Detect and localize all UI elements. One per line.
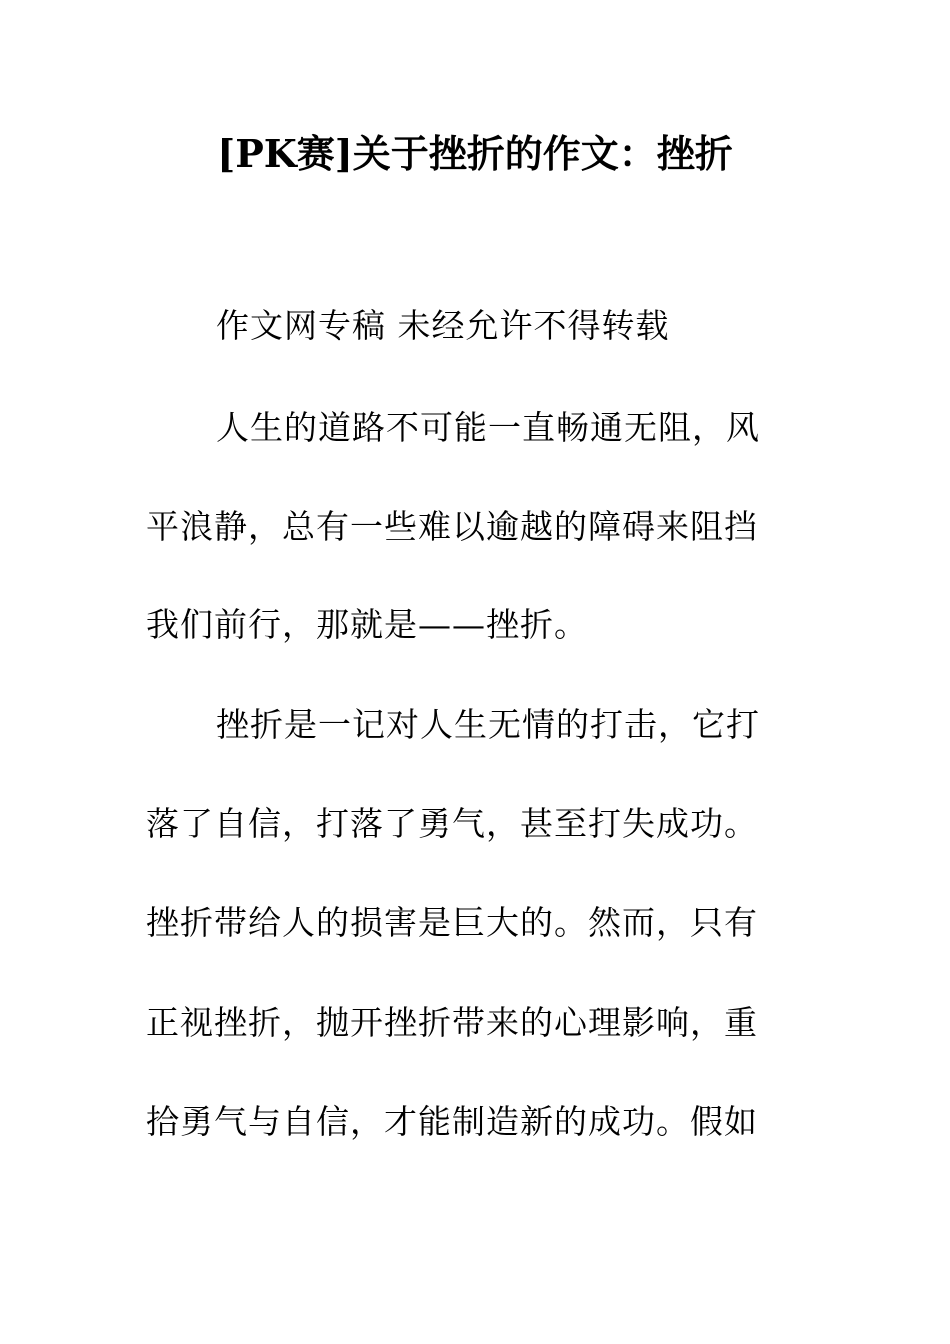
paragraph-line: 挫折带给人的损害是巨大的。然而，只有 xyxy=(146,903,758,942)
byline-text: 作文网专稿 未经允许不得转载 xyxy=(216,306,670,345)
paragraph-line: 拾勇气与自信，才能制造新的成功。假如 xyxy=(146,1102,758,1141)
paragraph-line: 人生的道路不可能一直畅通无阻，风 xyxy=(216,408,760,447)
paragraph-line: 正视挫折，抛开挫折带来的心理影响，重 xyxy=(146,1003,758,1042)
paragraph-line: 平浪静，总有一些难以逾越的障碍来阻挡 xyxy=(146,507,758,546)
paragraph-line: 我们前行，那就是——挫折。 xyxy=(146,605,588,644)
document-title: [PK赛]关于挫折的作文：挫折 xyxy=(217,131,733,176)
paragraph-line: 落了自信，打落了勇气，甚至打失成功。 xyxy=(146,804,758,843)
paragraph-line: 挫折是一记对人生无情的打击，它打 xyxy=(216,705,760,744)
